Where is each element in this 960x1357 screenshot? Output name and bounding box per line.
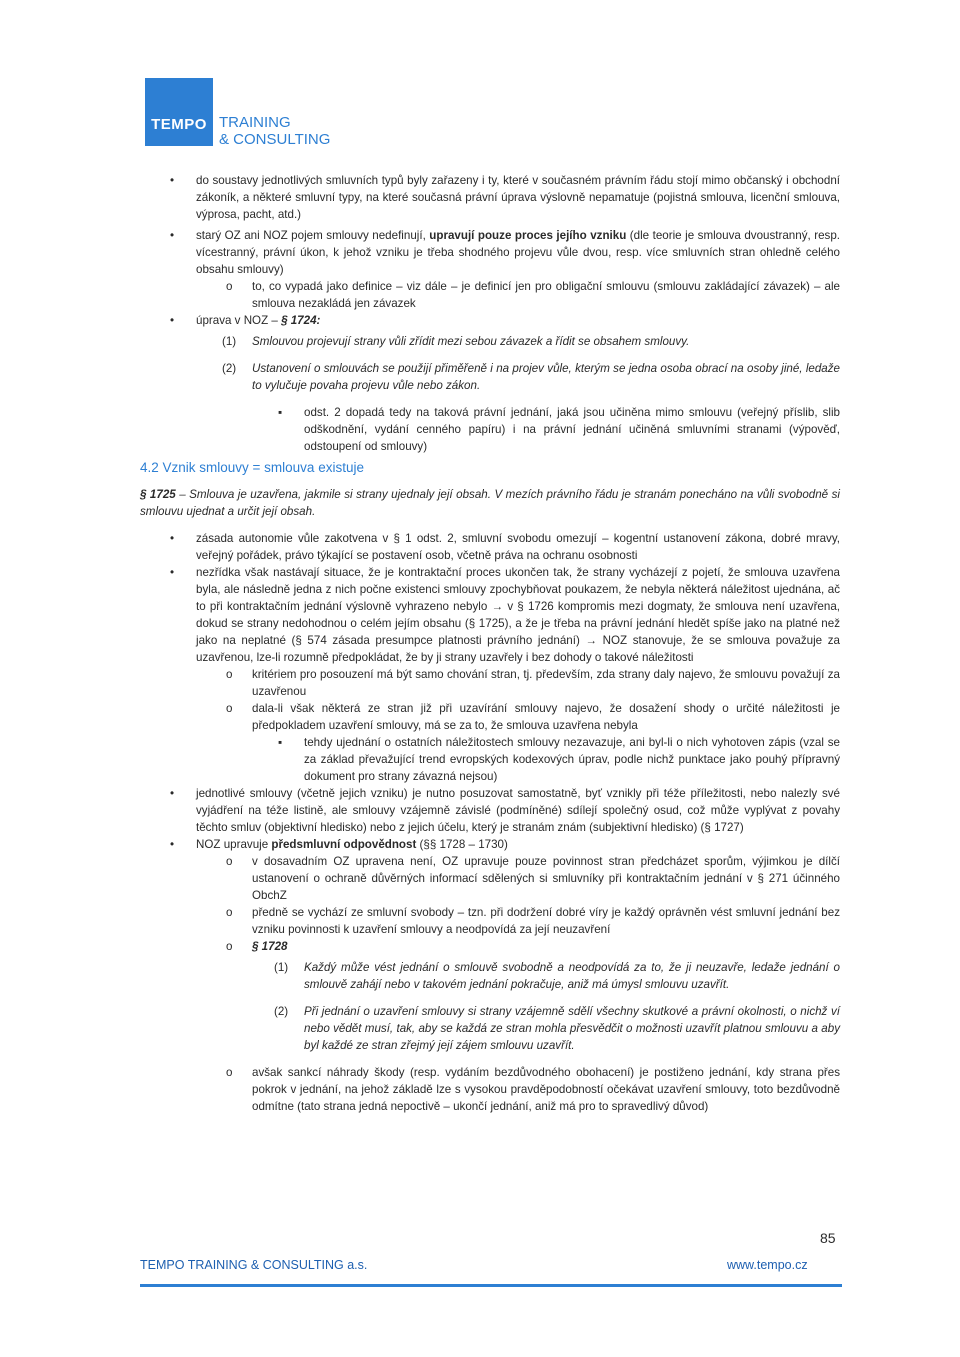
document-body	[140, 172, 840, 1115]
bullet-icon: •	[170, 838, 175, 851]
paragraph-number: (1)	[274, 961, 289, 974]
bullet-icon: •	[170, 532, 175, 545]
list-item	[140, 172, 840, 223]
emphasis-text: upravují pouze proces jejího vzniku	[429, 229, 627, 242]
page-number: 85	[820, 1230, 836, 1246]
list-item	[140, 700, 840, 734]
law-text: Při jednání o uzavření smlouvy si strany vzájemně sdělí všechny skutkové a právní okolnosti, o nichž ví nebo vědět musí, tak, aby se každá ze stran mohla přesvědčit o možnosti uzavřít platnou smlouvu a aby byl každé ze stran zřejmý její zájem smlouvu uzavřít.	[304, 1005, 840, 1052]
square-bullet-icon: ▪	[278, 736, 283, 749]
circle-bullet-icon: o	[226, 668, 233, 681]
list-item	[140, 904, 840, 938]
logo-line2: & CONSULTING	[219, 131, 331, 148]
logo-text	[219, 114, 330, 148]
circle-bullet-icon: o	[226, 906, 233, 919]
square-bullet-icon: ▪	[278, 406, 283, 419]
section-heading: 4.2 Vznik smlouvy = smlouva existuje	[140, 460, 364, 475]
law-paragraph	[140, 1003, 840, 1054]
paragraph-text: tehdy ujednání o ostatních náležitostech smlouvy nezavazuje, ani byl-li o nich vyhotoven zápis (vzal se za základ převažující trend evropských kodexových úprav, podle nichž punktace jako pouhý přípravný dokument pro strany závazná nejsou)	[304, 736, 840, 783]
bullet-icon: •	[170, 229, 175, 242]
paragraph-text: zásada autonomie vůle zakotvena v § 1 odst. 2, smluvní svobodu omezují – kogentní ustanovení zákona, dobré mravy, veřejný pořádek, právo týkající se postavení osob, včetně práva na ochranu osobnosti	[196, 532, 840, 562]
paragraph-text: kritériem pro posouzení má být samo chování stran, tj. především, zda strany daly najevo, že smlouvu považují za uzavřenou	[252, 668, 840, 698]
list-item	[140, 666, 840, 700]
paragraph-text: odst. 2 dopadá tedy na taková právní jednání, jaká jsou učiněna mimo smlouvu (veřejný příslib, slib odškodnění, vydání cenného papíru) i na právní jednání učiněná smluvními stranami (výpověď, odstoupení od smlouvy)	[304, 406, 840, 453]
section-ref: § 1724:	[281, 314, 321, 327]
paragraph-text: dala-li však některá ze stran již při uzavírání smlouvy najevo, že dosažení shody o určité náležitosti je předpokladem uzavření smlouvy, má se za to, že smlouva uzavřena nebyla	[252, 702, 840, 732]
paragraph-text: úprava v NOZ –	[196, 314, 282, 327]
paragraph-text: NOZ upravuje	[196, 838, 272, 851]
list-item	[140, 836, 840, 853]
law-text: – Smlouva je uzavřena, jakmile si strany ujednaly její obsah. V mezích právního řádu je stranám ponecháno na vůli svobodně si smlouvu ujednat a určit její obsah.	[140, 488, 840, 518]
bullet-icon: •	[170, 787, 175, 800]
list-item	[140, 785, 840, 836]
list-item	[140, 227, 840, 278]
law-text: Smlouvou projevují strany vůli zřídit mezi sebou závazek a řídit se obsahem smlouvy.	[252, 335, 690, 348]
company-logo	[145, 78, 330, 148]
list-item	[140, 278, 840, 312]
circle-bullet-icon: o	[226, 702, 233, 715]
paragraph-number: (1)	[222, 335, 237, 348]
paragraph-text: předně se vychází ze smluvní svobody – tzn. při dodržení dobré víry je každý oprávněn vést smluvní jednání bez vzniku povinnosti k uzavření smlouvy a neodpovídá za její neuzavření	[252, 906, 840, 936]
law-paragraph	[140, 333, 840, 350]
paragraph-text: nezřídka však nastávají situace, že je kontraktační proces ukončen tak, že strany vycházejí z pojetí, že smlouva uzavřena byla, ale následně jedna z nich počne existenci smlouvy zpochybňovat poukazem, že nebyla některá náležitost ujednána, ač to při kontraktačním jednání výslovně vyhrazeno nebylo → v § 1726 kompromis mezi dogmaty, že smlouva není uzavřena, dokud se strany nedohodnou o celém jejím obsahu (§ 1725), a že je třeba na právní jednání hledět spíše jako na platné než jako na neplatné (§ 574 zásada presumpce platnosti právního jednání) → NOZ stanovuje, že se smlouva považuje za uzavřenou, lze-li rozumně předpokládat, že by ji strany uzavřely i bez dohody o takové náležitosti	[196, 566, 840, 664]
circle-bullet-icon: o	[226, 1066, 233, 1079]
paragraph-text: starý OZ ani NOZ pojem smlouvy nedefinují,	[196, 229, 430, 242]
list-item	[140, 734, 840, 785]
bullet-icon: •	[170, 314, 175, 327]
paragraph-number: (2)	[222, 362, 237, 375]
paragraph-text: (§§ 1728 – 1730)	[416, 838, 508, 851]
footer-company: TEMPO TRAINING & CONSULTING a.s.	[140, 1258, 368, 1272]
paragraph-number: (2)	[274, 1005, 289, 1018]
section-ref: § 1725	[140, 488, 176, 501]
footer-divider	[140, 1284, 842, 1287]
paragraph-text: avšak sankcí náhrady škody (resp. vydáním bezdůvodného obohacení) je postiženo jednání, kdy strana přes pokrok v jednání, na jehož základě lze s vysokou pravděpodobností očekávat uzavření smlouvy, toto bezdůvodně odmítne (tato strana jedná nepoctivě – ukončí jednání, aniž má pro to spravedlivý důvod)	[252, 1066, 840, 1113]
footer-website: www.tempo.cz	[727, 1258, 808, 1272]
law-text: Každý může vést jednání o smlouvě svobodně a neodpovídá za to, že ji neuzavře, ledaže jednání o smlouvě zahájí nebo v takovém jednání pokračuje, aniž má úmysl smlouvu uzavřít.	[304, 961, 840, 991]
list-item	[140, 564, 840, 666]
paragraph-text: v dosavadním OZ upravena není, OZ upravuje pouze povinnost stran předcházet sporům, výjimkou je dílčí ustanovení o ochraně důvěrných informací sdělených si smluvníky při kontraktačním jednání v § 271 účinného ObchZ	[252, 855, 840, 902]
paragraph	[140, 486, 840, 520]
law-text: Ustanovení o smlouvách se použijí přiměřeně i na projev vůle, kterým se jedna osoba obrací na osoby jiné, ledaže to vylučuje povaha projevu vůle nebo zákon.	[252, 362, 840, 392]
paragraph-text: (dle teorie je smlouva dvoustranný, resp. vícestranný, právní úkon, k jehož vzniku je třeba shodného projevu vůle dvou, resp. více smluvních stran ohledně celého obsahu smlouvy)	[196, 229, 840, 276]
paragraph-text: to, co vypadá jako definice – viz dále – je definicí jen pro obligační smlouvu (smlouvu zakládající závazek) – ale smlouva nezakládá jen závazek	[252, 280, 840, 310]
circle-bullet-icon: o	[226, 855, 233, 868]
law-paragraph	[140, 360, 840, 394]
paragraph-text: jednotlivé smlouvy (včetně jejich vzniku) je nutno posuzovat samostatně, byť vznikly při téže příležitosti, nebo nalezly své vyjádření na téže listině, ale smlouvy vzájemně závislé (podmíněné) sdílejí společný osud, což může vyplývat z povahy těchto smluv (objektivní hledisko) nebo z jejich účelu, který je stranám znám (subjektivní hledisko) (§ 1727)	[196, 787, 840, 834]
paragraph-text: do soustavy jednotlivých smluvních typů byly zařazeny i ty, které v současném právním řádu stojí mimo občanský i obchodní zákoník, a některé smluvní typy, na které současná právní úprava výslovně nepamatuje (pojistná smlouva, licenční smlouva, výprosa, pacht, atd.)	[196, 174, 840, 221]
list-item	[140, 853, 840, 904]
list-item	[140, 404, 840, 455]
logo-box: TEMPO	[145, 78, 213, 146]
list-item	[140, 530, 840, 564]
emphasis-text: předsmluvní odpovědnost	[271, 838, 417, 851]
list-item	[140, 938, 840, 955]
list-item	[140, 312, 840, 329]
bullet-icon: •	[170, 174, 175, 187]
list-item	[140, 1064, 840, 1115]
logo-line1: TRAINING	[219, 114, 291, 131]
circle-bullet-icon: o	[226, 280, 233, 293]
circle-bullet-icon: o	[226, 940, 233, 953]
law-paragraph	[140, 959, 840, 993]
section-ref: § 1728	[252, 940, 288, 953]
bullet-icon: •	[170, 566, 175, 579]
